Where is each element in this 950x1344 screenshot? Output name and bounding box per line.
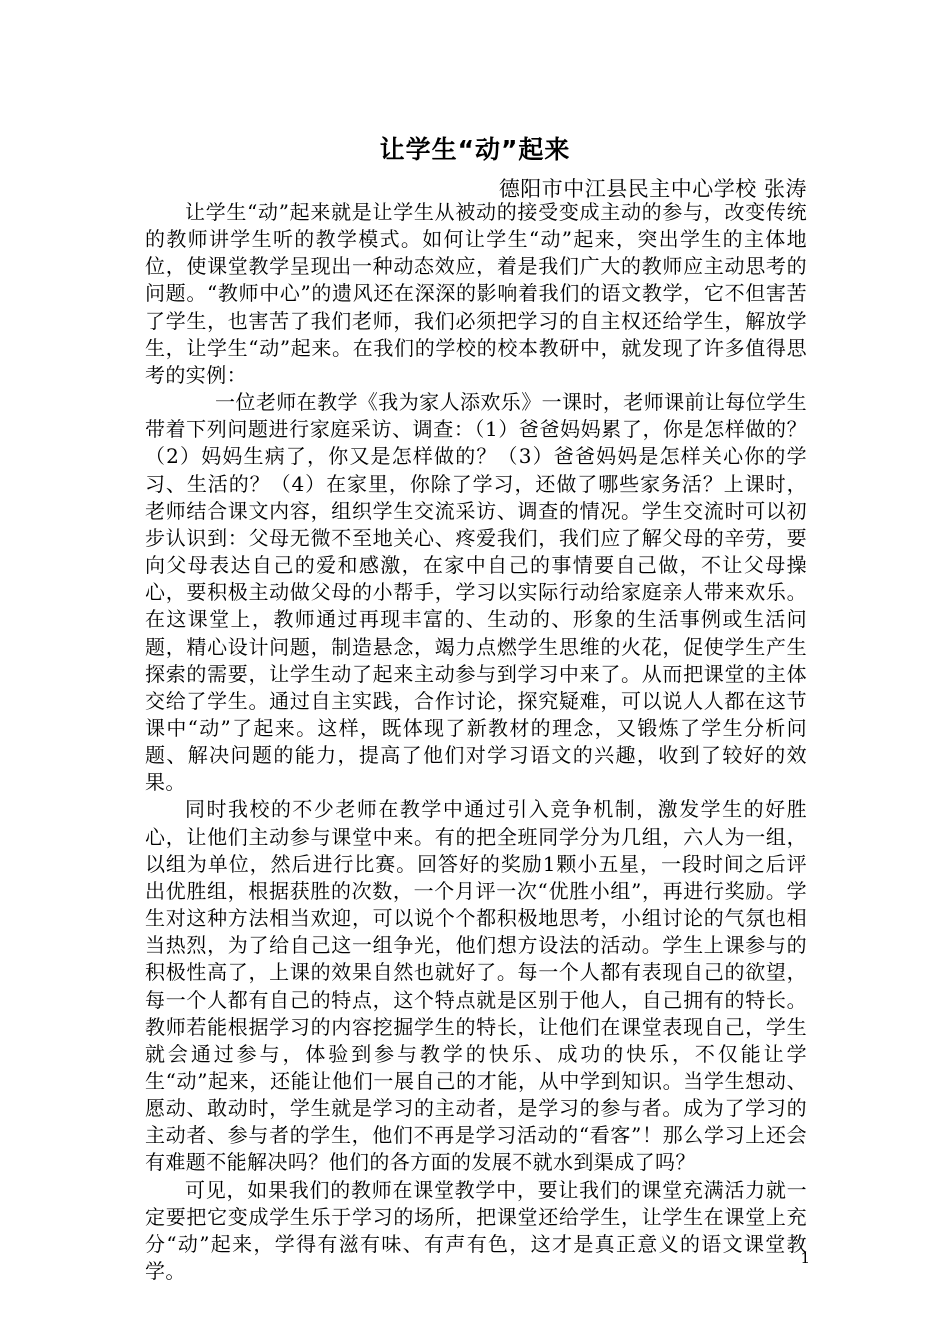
paragraph-competition: 同时我校的不少老师在教学中通过引入竞争机制，激发学生的好胜心，让他们主动参与课堂中来。有的把全班同学分为几组，六人为一组，以组为单位，然后进行比赛。回答好的奖励1颗小五星，一段时间之后评出优胜组，根据获胜的次数，一个月评一次“优胜小组”，再进行奖励。学生对这种方法相当欢迎，可以说个个都积极地思考，小组讨论的气氛也相当热烈，为了给自己这一组争光，他们想方设法的活动。学生上课参与的积极性高了，上课的效果自然也就好了。每一个人都有表现自己的欲望，每一个人都有自己的特点，这个特点就是区别于他人，自己拥有的特长。教师若能根据学习的内容挖掘学生的特长，让他们在课堂表现自己，学生就会通过参与，体验到参与教学的快乐、成功的快乐，不仅能让学生“动”起来，还能让他们一展自己的才能，从中学到知识。当学生想动、愿动、敢动时，学生就是学习的主动者，是学习的参与者。成为了学习的主动者、参与者的学生，他们不再是学习活动的“看客”！那么学习上还会有难题不能解决吗？他们的各方面的发展不就水到渠成了吗？ [145, 797, 807, 1175]
paragraph-intro: 让学生“动”起来就是让学生从被动的接受变成主动的参与，改变传统的教师讲学生听的教学模式。如何让学生“动”起来，突出学生的主体地位，使课堂教学呈现出一种动态效应，着是我们广大的教师应主动思考的问题。“教师中心”的遗风还在深深的影响着我们的语文教学，它不但害苦了学生，也害苦了我们老师，我们必须把学习的自主权还给学生，解放学生，让学生“动”起来。在我们的学校的校本教研中，就发现了许多值得思考的实例： [145, 200, 807, 387]
page-number: 1 [800, 1249, 810, 1267]
paragraph-example-lesson: 一位老师在教学《我为家人添欢乐》一课时，老师课前让每位学生带着下列问题进行家庭采访、调查：（1）爸爸妈妈累了，你是怎样做的？（2）妈妈生病了，你又是怎样做的？（3）爸爸妈妈是怎样关心你的学习、生活的？（4）在家里，你除了学习，还做了哪些家务活？上课时，老师结合课文内容，组织学生交流采访、调查的情况。学生交流时可以初步认识到：父母无微不至地关心、疼爱我们，我们应了解父母的辛劳，要向父母表达自己的爱和感激，在家中自己的事情要自己做，不让父母操心，要积极主动做父母的小帮手，学习以实际行动给家庭亲人带来欢乐。在这课堂上，教师通过再现丰富的、生动的、形象的生活事例或生活问题，精心设计问题，制造悬念，竭力点燃学生思维的火花，促使学生产生探索的需要，让学生动了起来主动参与到学习中来了。从而把课堂的主体交给了学生。通过自主实践，合作讨论，探究疑难，可以说人人都在这节课中“动”了起来。这样，既体现了新教材的理念，又锻炼了学生分析问题、解决问题的能力，提高了他们对学习语文的兴趣，收到了较好的效果。 [145, 390, 807, 795]
document-body [145, 199, 807, 1285]
paragraph-conclusion: 可见，如果我们的教师在课堂教学中，要让我们的课堂充满活力就一定要把它变成学生乐于学习的场所，把课堂还给学生，让学生在课堂上充分“动”起来，学得有滋有味、有声有色，这才是真正意义的语文课堂教学。 [145, 1177, 807, 1284]
author-line: 德阳市中江县民主中心学校 张涛 [498, 177, 807, 201]
document-title: 让学生“动”起来 [379, 135, 571, 164]
